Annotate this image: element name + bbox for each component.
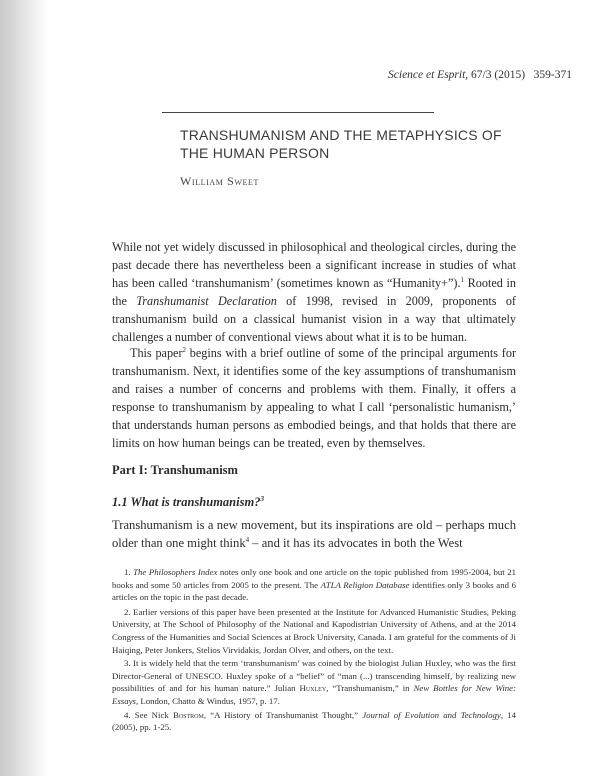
author-name: Huxley [299,683,327,694]
footnote-text: , 14 (2005), pp. 1-25. [112,709,516,733]
paragraph-text: Rooted in the [112,275,517,308]
paragraph-text: While not yet widely discussed in philosophical and theological circles, during the past decade there has nevertheless been a significant increase in studies of what has been called ‘transhumanism’ (sometimes known as “Humanity+”). [112,240,516,290]
footnote-ref-1: 1 [460,275,465,284]
paragraph-text: Transhumanism is a new movement, but its inspirations are old – perhaps much older than one might think [112,518,516,550]
footnote-2: 2. Earlier versions of this paper have been presented at the Institute for Advanced Humanistic Studies, Peking University, at The School of Philosophy of the National and Kapodistrian University of Athens, and at the 2014 Congress of the Humanities and Social Sciences at Brock University, Canada. I am grateful for the comments of Ji Haiqing, Peter Jonkers, Stelios Virvidakis, Jordan Olver, and others, on the text. [112,606,516,655]
footnote-text: identifies only 3 books and 6 articles on the topic in the past decade. [112,579,517,603]
paragraph-text: This paper [130,346,183,360]
emphasis-text: New Bottles for New Wine: Essays [112,683,516,706]
paragraph-outline [112,345,516,452]
footnote-3 [112,657,516,707]
subsection-title: 1.1 What is transhumanism? [112,495,261,509]
article-title: TRANSHUMANISM AND THE METAPHYSICS OF THE HUMAN PERSON [180,127,502,161]
footnote-text: notes only one book and one article on the topic published from 1995-2004, but 21 books and some 50 articles from 2005 to the present. The [112,567,517,590]
section-heading: Part I: Transhumanism [112,463,238,477]
footnote-ref-4: 4 [245,536,250,544]
footnote-text: , “Transhumanism,” in [326,683,414,694]
page-range: 359-371 [533,69,572,81]
paragraph-intro [112,239,516,346]
article-author: William Sweet [180,174,260,188]
emphasis-text: Transhumanist Declaration [136,293,277,308]
running-head [300,69,572,81]
page-edge-shadow [0,0,48,776]
emphasis-text: The Philosophers Index [133,567,218,577]
journal-citation: , 67/3 (2015) [465,69,526,81]
journal-name: Science et Esprit [388,69,466,81]
paragraph-text: – and it has its advocates in both the West [249,536,463,550]
title-rule [162,112,434,113]
paragraph-movement [112,516,516,552]
paragraph-text: of 1998, revised in 2009, proponents of transhumanism build on a classical humanist vision in a way that ultimately challenges a number of conventional views about what it is to be human. [112,293,516,344]
footnote-1 [112,566,516,604]
footnote-text: 1. [124,567,134,577]
footnotes [112,566,516,735]
footnote-text: 4. See Nick [124,709,173,720]
footnote-ref-2: 2 [182,346,187,354]
footnote-4 [112,709,516,734]
footnote-text: , London, Chatto & Windus, 1957, p. 17. [135,695,280,706]
emphasis-text: ATLA Religion Database [320,579,410,590]
author-name: Bostrom [172,709,204,720]
subsection-heading [112,495,516,510]
footnote-text: , “A History of Transhumanist Thought,” [203,709,363,720]
emphasis-text: Journal of Evolution and Technology [362,709,501,720]
paragraph-text: begins with a brief outline of some of the principal arguments for transhumanism. Next, it identifies some of the key assumptions of transhumanism and raises a number of concerns and problems with them. Finally, it offers a response to transhumanism by appealing to what I call ‘personalistic humanism,’ that understands human persons as embodied beings, and that holds that there are limits on how human beings can be treated, even by themselves. [112,346,517,450]
footnote-text: 3. It is widely held that the term ‘transhumanism’ was coined by the biologist Julian Huxley, who was the first Director-General of UNESCO. Huxley spoke of a “belief” of “man (...) transcending himself, by realizing new possibilities of and for his human nature.” Julian [112,658,516,694]
footnote-ref-3: 3 [260,495,264,503]
